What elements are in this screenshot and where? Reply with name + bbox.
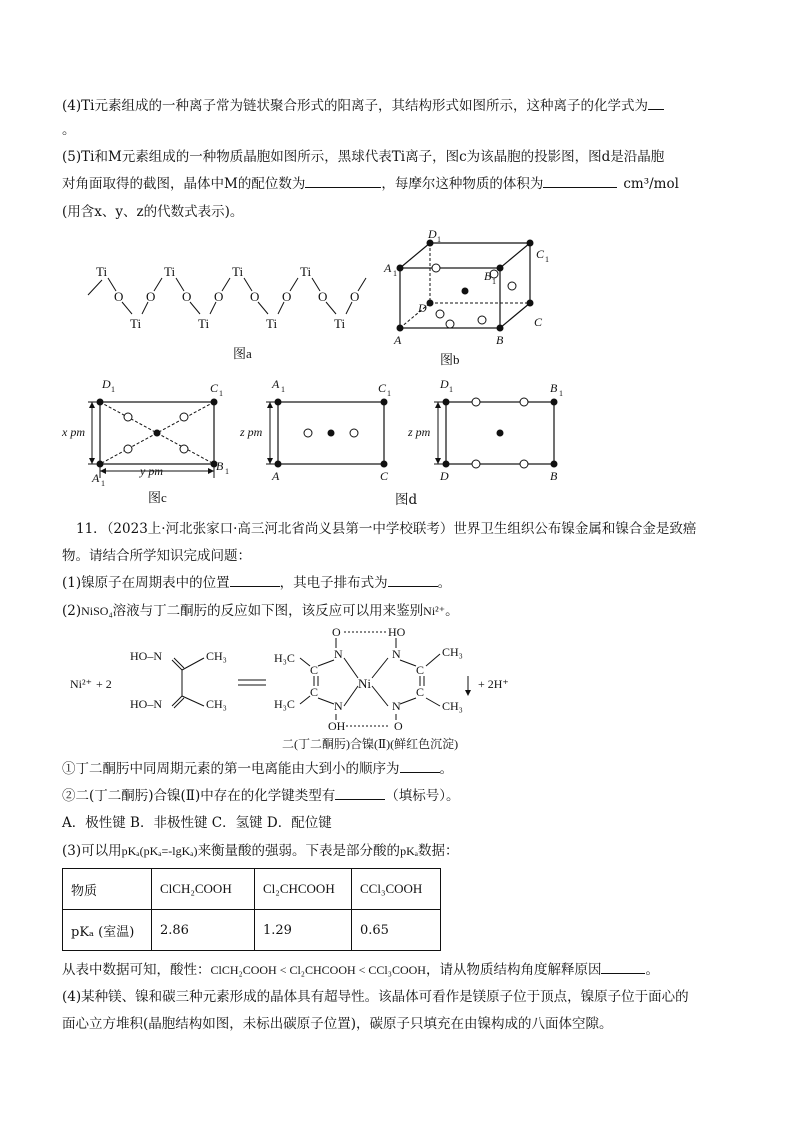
figure-b-caption: 图b bbox=[440, 352, 460, 367]
z-dimension-label: z pm bbox=[240, 425, 263, 439]
methyl-group: H₃C bbox=[274, 697, 295, 711]
vertex-label: A bbox=[92, 471, 100, 485]
o-atom: O bbox=[182, 289, 192, 304]
ti-atom: Ti bbox=[232, 264, 244, 279]
answer-blank[interactable] bbox=[335, 787, 385, 800]
o-atom: O bbox=[214, 289, 224, 304]
q11-part4-line2: 面心立方堆积(晶胞结构如图，未标出碳原子位置)，碳原子只填充在由镍构成的八面体空隙。 bbox=[62, 1016, 613, 1032]
vertex-sub: 1 bbox=[545, 255, 549, 264]
vertex-label: B bbox=[550, 469, 558, 483]
figure-d-caption: 图d bbox=[395, 492, 418, 508]
ti-atom: Ti bbox=[266, 316, 278, 331]
nitrogen-atom: N bbox=[334, 699, 343, 713]
hydroxyl: OH bbox=[328, 719, 346, 733]
ti-atom: Ti bbox=[334, 316, 346, 331]
nitrogen-atom: N bbox=[392, 699, 401, 713]
vertex-label: C bbox=[210, 381, 219, 395]
carbon-atom: C bbox=[416, 685, 425, 699]
vertex-sub: 1 bbox=[387, 389, 391, 398]
ti-atom: Ti bbox=[198, 316, 210, 331]
table-cell: 2.86 bbox=[152, 910, 255, 951]
figure-d-section-1 bbox=[240, 374, 402, 484]
vertex-sub: 1 bbox=[449, 385, 453, 394]
reaction-scheme bbox=[70, 624, 540, 754]
q11-sub2: ②二(丁二酮肟)合镍(Ⅱ)中存在的化学键类型有 （填标号）。 bbox=[62, 788, 460, 804]
table-cell: CCl₃COOH bbox=[352, 869, 441, 910]
ti-atom: Ti bbox=[130, 316, 142, 331]
y-dimension-label: y pm bbox=[140, 464, 163, 478]
table-cell: 0.65 bbox=[352, 910, 441, 951]
vertex-sub: 1 bbox=[437, 235, 441, 244]
vertex-label: D bbox=[418, 301, 427, 315]
oxime-group: HO–N bbox=[130, 697, 162, 711]
q11-part2: (2)NiSO₄溶液与丁二酮肟的反应如下图，该反应可以用来鉴别Ni²⁺。 bbox=[62, 603, 459, 619]
table-cell: pKₐ (室温) bbox=[63, 910, 152, 951]
q4-line2: 。 bbox=[62, 122, 76, 138]
vertex-label: A bbox=[272, 469, 280, 483]
q11-part4-line1: (4)某种镁、镍和碳三种元素形成的晶体具有超导性。该晶体可看作是镁原子位于顶点，镍原子位于面心的 bbox=[62, 989, 689, 1005]
q11-part1: (1)镍原子在周期表中的位置 ，其电子排布式为 。 bbox=[62, 575, 452, 591]
ti-atom: Ti bbox=[96, 264, 108, 279]
vertex-label: D bbox=[440, 469, 449, 483]
answer-blank[interactable] bbox=[601, 961, 645, 974]
vertex-sub: 1 bbox=[111, 385, 115, 394]
vertex-label: A bbox=[272, 377, 280, 391]
vertex-label: C bbox=[378, 381, 387, 395]
vertex-sub: 1 bbox=[101, 479, 105, 488]
vertex-label: B bbox=[550, 381, 558, 395]
carbon-atom: C bbox=[416, 663, 425, 677]
vertex-sub: 1 bbox=[559, 389, 563, 398]
o-atom: O bbox=[394, 719, 403, 733]
o-atom: O bbox=[114, 289, 124, 304]
vertex-sub: 1 bbox=[225, 467, 229, 476]
vertex-sub: 1 bbox=[492, 277, 496, 286]
o-atom: O bbox=[282, 289, 292, 304]
q4-line1: (4)Ti元素组成的一种离子常为链状聚合形式的阳离子，其结构形式如图所示，这种离子的化学式为 bbox=[62, 97, 664, 115]
o-atom: O bbox=[332, 625, 341, 639]
answer-blank[interactable] bbox=[305, 175, 381, 188]
q5-line2: 对角面取得的截图，晶体中M的配位数为 ，每摩尔这种物质的体积为 cm³/mol bbox=[62, 176, 679, 192]
ti-atom: Ti bbox=[164, 264, 176, 279]
figure-b-unit-cell bbox=[380, 228, 560, 368]
methyl-group: CH₃ bbox=[442, 645, 463, 659]
vertex-label: A bbox=[384, 261, 392, 275]
coefficient: + 2 bbox=[96, 677, 112, 691]
vertex-label: C bbox=[536, 247, 545, 261]
hydroxyl: HO bbox=[388, 625, 406, 639]
vertex-label: D bbox=[440, 377, 449, 391]
table-cell: 1.29 bbox=[255, 910, 352, 951]
q5-line3: (用含x、y、z的代数式表示)。 bbox=[62, 204, 244, 220]
table-row bbox=[63, 910, 441, 951]
figure-c-caption: 图c bbox=[148, 490, 167, 505]
vertex-label: C bbox=[380, 469, 389, 483]
o-atom: O bbox=[350, 289, 360, 304]
q5-line1: (5)Ti和M元素组成的一种物质晶胞如图所示，黑球代表Ti离子，图c为该晶胞的投影图，图d是沿晶胞 bbox=[62, 149, 665, 165]
q11-part3: (3)可以用pKₐ(pKₐ=-lgKₐ)来衡量酸的强弱。下表是部分酸的pKₐ数据： bbox=[62, 843, 459, 859]
nitrogen-atom: N bbox=[334, 647, 343, 661]
vertex-label: D bbox=[102, 377, 111, 391]
answer-blank[interactable] bbox=[400, 760, 440, 773]
o-atom: O bbox=[318, 289, 328, 304]
q11-line2: 物。请结合所学知识完成问题： bbox=[62, 548, 251, 564]
pka-table bbox=[62, 868, 441, 951]
nitrogen-atom: N bbox=[392, 647, 401, 661]
figure-d-section-2 bbox=[408, 374, 580, 484]
q11-options: A．极性键 B．非极性键 C．氢键 D．配位键 bbox=[62, 815, 332, 831]
ti-atom: Ti bbox=[300, 264, 312, 279]
answer-blank[interactable] bbox=[388, 574, 438, 587]
vertex-label: B bbox=[496, 333, 504, 347]
vertex-label: A bbox=[394, 333, 402, 347]
table-cell: 物质 bbox=[63, 869, 152, 910]
oxime-group: HO–N bbox=[130, 649, 162, 663]
o-atom: O bbox=[146, 289, 156, 304]
vertex-label: B bbox=[216, 459, 224, 473]
figure-c-projection bbox=[62, 374, 250, 509]
o-atom: O bbox=[250, 289, 260, 304]
methyl-group: H₃C bbox=[274, 651, 295, 665]
byproduct: + 2H⁺ bbox=[478, 677, 509, 691]
table-cell: Cl₂CHCOOH bbox=[255, 869, 352, 910]
table-row bbox=[63, 869, 441, 910]
vertex-sub: 1 bbox=[219, 389, 223, 398]
vertex-label: C bbox=[534, 315, 543, 329]
vertex-label: D bbox=[428, 227, 437, 241]
answer-blank[interactable] bbox=[543, 175, 617, 188]
ni-ion: Ni²⁺ bbox=[70, 677, 92, 691]
vertex-sub: 1 bbox=[281, 385, 285, 394]
nickel-atom: Ni bbox=[358, 676, 371, 691]
q11-part3-conclusion: 从表中数据可知，酸性：ClCH₂COOH < Cl₂CHCOOH < CCl₃COOH，请从物质结构角度解释原因 。 bbox=[62, 962, 659, 978]
answer-blank[interactable] bbox=[648, 97, 664, 110]
x-dimension-label: x pm bbox=[62, 425, 85, 439]
answer-blank[interactable] bbox=[230, 574, 280, 587]
q11-sub1: ①丁二酮肟中同周期元素的第一电离能由大到小的顺序为 。 bbox=[62, 761, 453, 777]
vertex-label: B bbox=[484, 269, 492, 283]
figure-a-caption: 图a bbox=[233, 346, 252, 361]
product-name: 二(丁二酮肟)合镍(Ⅱ)(鲜红色沉淀) bbox=[282, 737, 459, 751]
table-cell: ClCH₂COOH bbox=[152, 869, 255, 910]
methyl-group: CH₃ bbox=[206, 649, 227, 663]
carbon-atom: C bbox=[310, 663, 319, 677]
z-dimension-label: z pm bbox=[408, 425, 431, 439]
methyl-group: CH₃ bbox=[442, 699, 463, 713]
figure-a-ti-o-chain bbox=[80, 250, 380, 360]
q11-line1: 11．（2023上·河北张家口·高三河北省尚义县第一中学校联考）世界卫生组织公布镍金属和镍合金是致癌 bbox=[76, 521, 697, 537]
methyl-group: CH₃ bbox=[206, 697, 227, 711]
carbon-atom: C bbox=[310, 685, 319, 699]
vertex-sub: 1 bbox=[393, 269, 397, 278]
